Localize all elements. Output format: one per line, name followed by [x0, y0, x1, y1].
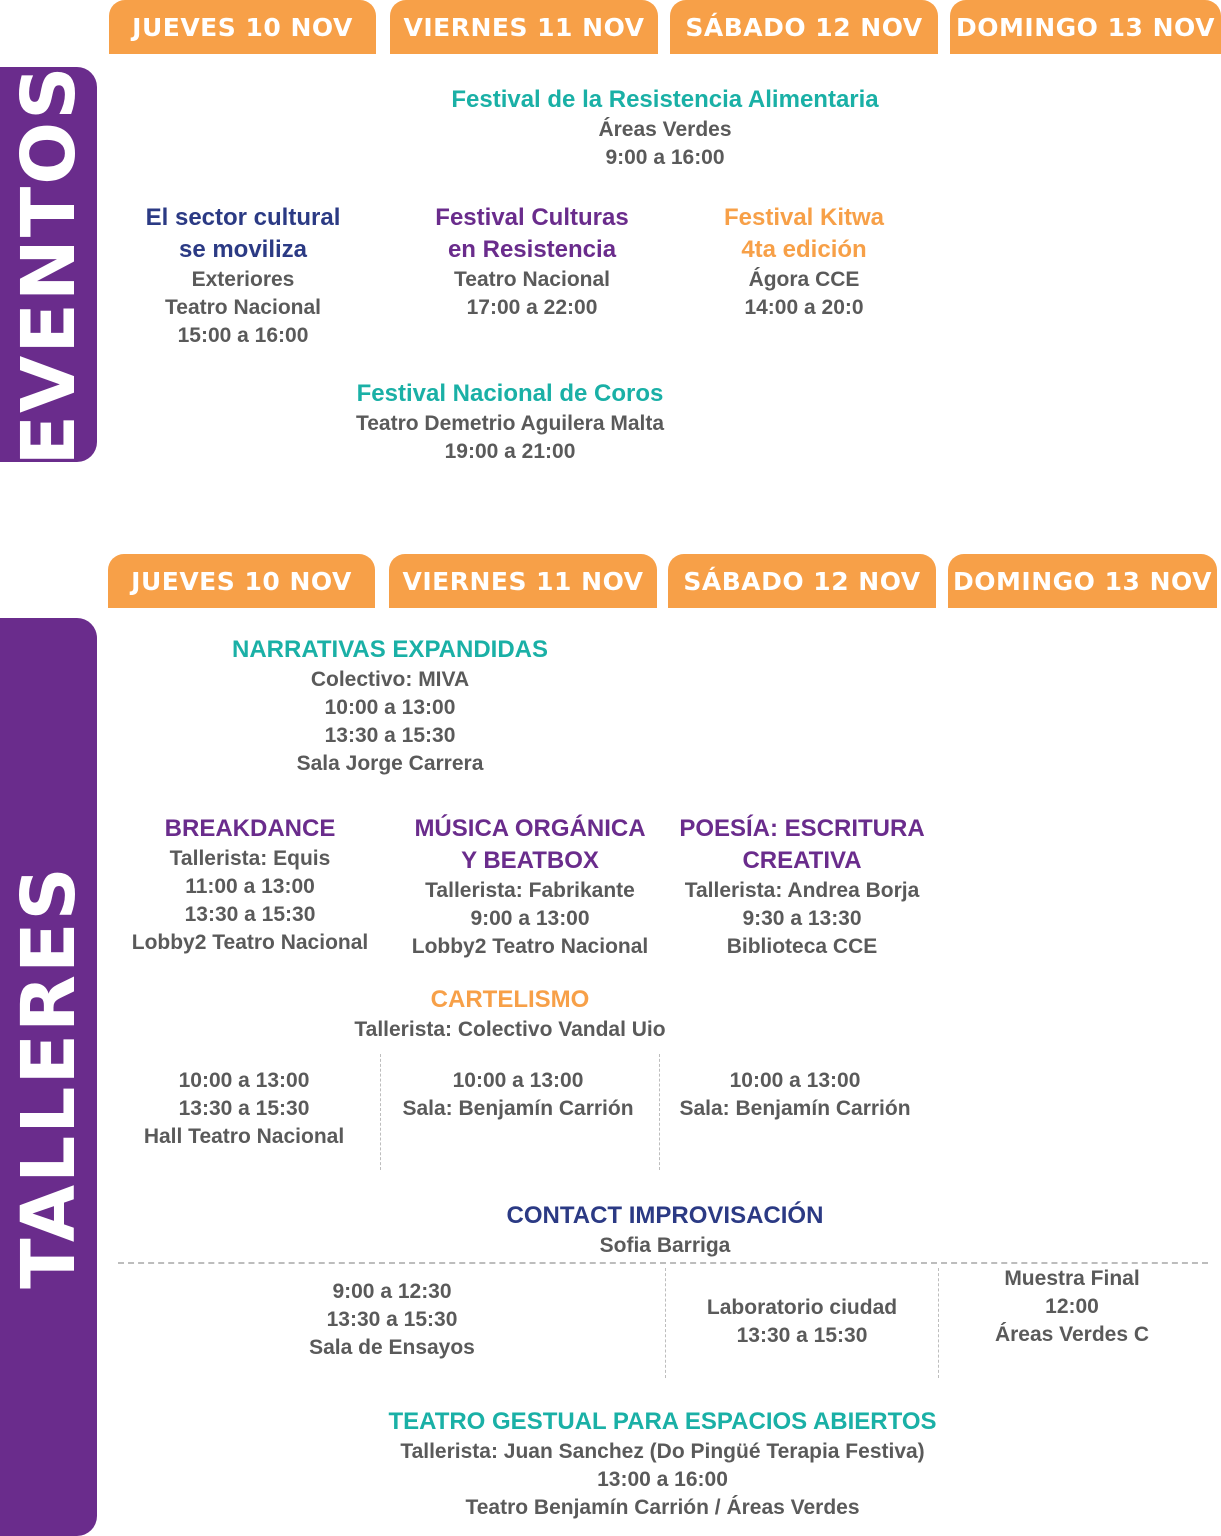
taller-location: Sala: Benjamín Carrión: [679, 1097, 911, 1120]
event-coros: [320, 378, 700, 466]
taller-title: POESÍA: ESCRITURA: [679, 815, 925, 842]
day-tab-jueves: JUEVES 10 NOV: [108, 554, 375, 608]
taller-location: Sala Jorge Carrera: [296, 752, 484, 775]
event-title: 4ta edición: [741, 236, 867, 263]
event-location: Áreas Verdes: [598, 118, 732, 141]
taller-narrativas: [200, 634, 580, 778]
taller-time: 13:30 a 15:30: [324, 724, 456, 747]
taller-location: Hall Teatro Nacional: [143, 1125, 345, 1148]
event-resistencia-alimentaria: [420, 84, 910, 172]
event-title: Festival de la Resistencia Alimentaria: [451, 86, 879, 113]
taller-time: 13:30 a 15:30: [736, 1324, 868, 1347]
event-time: 14:00 a 20:0: [744, 296, 864, 319]
taller-location: Laboratorio ciudad: [706, 1296, 898, 1319]
taller-time: 10:00 a 13:00: [452, 1069, 584, 1092]
event-time: 9:00 a 16:00: [605, 146, 725, 169]
event-title: El sector cultural: [145, 204, 341, 231]
event-location: Ágora CCE: [748, 268, 860, 291]
taller-info: Tallerista: Fabrikante: [425, 879, 635, 902]
taller-info: Tallerista: Equis: [169, 847, 331, 870]
day-tab-sabado: SÁBADO 12 NOV: [668, 554, 936, 608]
day-tab-domingo: DOMINGO 13 NOV: [948, 554, 1217, 608]
day-tab-viernes: VIERNES 11 NOV: [390, 0, 658, 54]
taller-time: 10:00 a 13:00: [324, 696, 456, 719]
day-tab-viernes: VIERNES 11 NOV: [389, 554, 657, 608]
taller-title: CARTELISMO: [430, 986, 590, 1013]
taller-info: Tallerista: Colectivo Vandal Uio: [354, 1018, 666, 1041]
event-location: Teatro Nacional: [454, 268, 610, 291]
taller-time: 9:30 a 13:30: [742, 907, 862, 930]
taller-contact-improvisacion: [420, 1200, 910, 1260]
taller-title: CREATIVA: [742, 847, 862, 874]
taller-cartelismo: [320, 984, 700, 1044]
cartelismo-sabado: [661, 1067, 929, 1123]
taller-breakdance: [118, 813, 382, 957]
day-tab-jueves: JUEVES 10 NOV: [109, 0, 376, 54]
taller-title: TEATRO GESTUAL PARA ESPACIOS ABIERTOS: [388, 1408, 937, 1435]
event-sector-cultural: [110, 202, 376, 350]
event-culturas-resistencia: [398, 202, 666, 322]
taller-location: Biblioteca CCE: [726, 935, 878, 958]
taller-time: 12:00: [1045, 1295, 1099, 1318]
event-time: 15:00 a 16:00: [177, 324, 309, 347]
contact-domingo: [940, 1265, 1204, 1349]
taller-info: Muestra Final: [1004, 1267, 1140, 1290]
event-kitwa: [670, 202, 938, 322]
taller-time: 11:00 a 13:00: [185, 875, 315, 898]
eventos-section-label: [0, 64, 97, 465]
taller-title: Y BEATBOX: [461, 847, 599, 874]
taller-time: 13:30 a 15:30: [184, 903, 316, 926]
event-title: se moviliza: [178, 236, 308, 263]
event-time: 19:00 a 21:00: [444, 440, 576, 463]
talleres-label-text: TALLERES: [5, 865, 92, 1289]
event-title: en Resistencia: [447, 236, 617, 263]
divider: [118, 1262, 1208, 1264]
cartelismo-jueves: [110, 1067, 378, 1151]
taller-title: MÚSICA ORGÁNICA: [414, 815, 646, 842]
event-location: Teatro Demetrio Aguilera Malta: [355, 412, 665, 435]
divider: [665, 1268, 666, 1378]
divider: [380, 1054, 381, 1170]
cartelismo-viernes: [384, 1067, 652, 1123]
taller-time: 9:00 a 13:00: [470, 907, 590, 930]
event-location: Exteriores: [191, 268, 295, 291]
divider: [659, 1054, 660, 1170]
taller-location: Teatro Benjamín Carrión / Áreas Verdes: [465, 1496, 860, 1519]
day-tab-sabado: SÁBADO 12 NOV: [670, 0, 938, 54]
taller-location: Áreas Verdes C: [994, 1323, 1150, 1346]
taller-time: 13:00 a 16:00: [597, 1468, 728, 1491]
contact-sabado: [668, 1294, 936, 1350]
eventos-label-text: EVENTOS: [5, 64, 92, 465]
taller-info: Tallerista: Juan Sanchez (Do Pingüé Terapia Festiva): [400, 1440, 925, 1463]
taller-time: 10:00 a 13:00: [178, 1069, 310, 1092]
taller-time: 10:00 a 13:00: [729, 1069, 861, 1092]
taller-title: NARRATIVAS EXPANDIDAS: [231, 636, 549, 663]
taller-info: Sofia Barriga: [599, 1234, 731, 1257]
divider: [938, 1268, 939, 1378]
day-tab-domingo: DOMINGO 13 NOV: [950, 0, 1221, 54]
talleres-section-label: [0, 618, 97, 1536]
taller-time: 9:00 a 12:30: [332, 1280, 452, 1303]
event-location: Teatro Nacional: [165, 296, 321, 319]
taller-title: BREAKDANCE: [164, 815, 336, 842]
taller-title: CONTACT IMPROVISACIÓN: [506, 1202, 824, 1229]
taller-location: Sala: Benjamín Carrión: [402, 1097, 634, 1120]
contact-jueves-viernes: [118, 1278, 666, 1362]
taller-location: Lobby2 Teatro Nacional: [411, 935, 649, 958]
taller-teatro-gestual: [300, 1406, 1025, 1522]
event-title: Festival Kitwa: [723, 204, 885, 231]
event-time: 17:00 a 22:00: [466, 296, 598, 319]
taller-info: Colectivo: MIVA: [310, 668, 470, 691]
taller-poesia: [668, 813, 936, 961]
taller-location: Lobby2 Teatro Nacional: [131, 931, 369, 954]
taller-time: 13:30 a 15:30: [326, 1308, 458, 1331]
event-title: Festival Culturas: [435, 204, 629, 231]
taller-info: Tallerista: Andrea Borja: [684, 879, 920, 902]
event-title: Festival Nacional de Coros: [356, 380, 664, 407]
taller-time: 13:30 a 15:30: [178, 1097, 310, 1120]
taller-musica-organica: [396, 813, 664, 961]
taller-location: Sala de Ensayos: [309, 1336, 475, 1359]
